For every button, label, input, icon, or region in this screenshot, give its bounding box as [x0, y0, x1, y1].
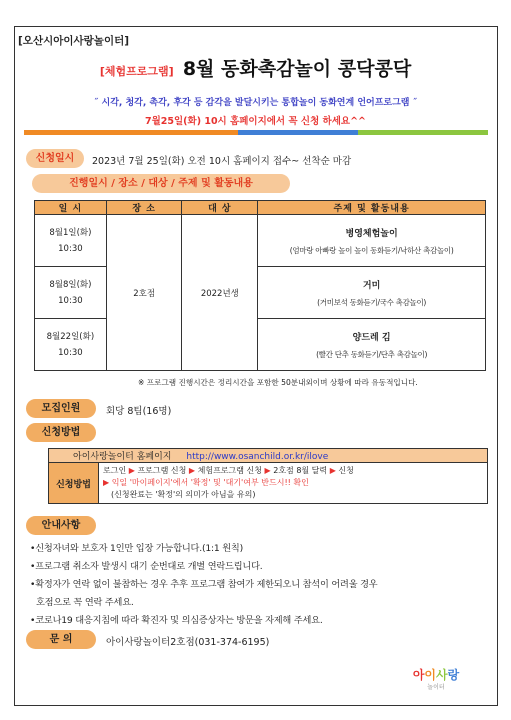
inquiry-label: 문 의 — [26, 630, 96, 649]
method-header-row — [49, 449, 488, 463]
activity-name: 거미 — [362, 280, 381, 291]
divider-green — [358, 130, 488, 135]
step-apply: 신청 — [338, 466, 354, 475]
method-site — [49, 449, 488, 463]
list-item: •신청자녀와 보호자 1인만 입장 가능합니다.(1:1 원칙) — [30, 543, 243, 554]
activity-name: 양드레 김 — [352, 332, 391, 343]
time-text: 10:30 — [58, 243, 83, 254]
steps-line — [103, 465, 483, 477]
method-label: 신청방법 — [26, 423, 96, 442]
list-item: •확정자가 연락 없이 불참하는 경우 추후 프로그램 참여가 제한되오니 참석이 어려울 경우 — [30, 579, 378, 590]
time-text: 10:30 — [58, 347, 83, 358]
site-label: 아이사랑놀이터 홈페이지 — [73, 452, 172, 462]
apply-label: 신청일시 — [26, 149, 84, 168]
activity-name: 병영체험놀이 — [345, 228, 398, 239]
header-date: 일 시 — [35, 201, 107, 215]
activity-cell — [258, 267, 486, 319]
header-activity: 주제 및 활동내용 — [258, 201, 486, 215]
list-item: 호점으로 꼭 연락 주세요. — [36, 597, 134, 608]
date-text: 8월1일(화) — [49, 227, 92, 238]
method-body-row — [49, 463, 488, 504]
list-item: •코로나19 대응지침에 따라 확진자 및 의심증상자는 방문을 자제해 주세요. — [30, 615, 323, 626]
apply-notice: 7월25일(화) 10시 홈페이지에서 꼭 신청 하세요^^ — [144, 116, 367, 127]
page-title: 8월 동화촉감놀이 콩닥콩닥 — [182, 58, 412, 80]
site-url-link[interactable]: http://www.osanchild.or.kr/ilove — [186, 452, 329, 462]
logo-sub: 놀이터 — [427, 684, 445, 691]
brand-logo — [398, 668, 474, 698]
date-cell — [35, 267, 107, 319]
confirm-line — [103, 477, 483, 489]
step-calendar: 2호점 8월 달력 — [273, 466, 328, 475]
recruit-value: 회당 8팀(16명) — [106, 406, 172, 417]
method-table — [48, 448, 488, 504]
header-place: 장 소 — [106, 201, 182, 215]
date-cell — [35, 319, 107, 371]
arrow-icon: ▶ — [188, 466, 198, 475]
arrow-icon: ▶ — [103, 478, 112, 487]
confirm-note: (신청완료는 '확정'의 의미가 아님을 유의) — [111, 490, 256, 499]
list-item: •프로그램 취소자 발생시 대기 순번대로 개별 연락드립니다. — [30, 561, 263, 572]
step-experience: 체험프로그램 신청 — [197, 466, 262, 475]
date-cell — [35, 215, 107, 267]
guide-list — [30, 540, 377, 630]
title-row — [0, 54, 511, 81]
table-row — [35, 267, 486, 319]
divider-blue — [238, 130, 358, 135]
apply-date: 2023년 7월 25일(화) 오전 10시 홈페이지 접수~ 선착순 마감 — [92, 156, 352, 167]
recruit-label: 모집인원 — [26, 399, 96, 418]
divider-orange — [24, 130, 238, 135]
method-row-label: 신청방법 — [49, 463, 99, 504]
program-tag: [체험프로그램] — [99, 65, 174, 78]
place-cell: 2호점 — [106, 215, 182, 371]
time-text: 10:30 — [58, 295, 83, 306]
table-row — [35, 319, 486, 371]
schedule-header-row — [35, 201, 486, 215]
date-text: 8월8일(화) — [49, 279, 92, 290]
guide-label: 안내사항 — [26, 516, 96, 535]
target-cell: 2022년생 — [182, 215, 258, 371]
schedule-label: 진행일시 / 장소 / 대상 / 주제 및 활동내용 — [32, 174, 290, 193]
activity-desc: (빨간 단추 동화듣기/단추 촉감놀이) — [316, 349, 428, 359]
activity-cell — [258, 319, 486, 371]
activity-desc: (거미보석 동화듣기/국수 촉감놀이) — [317, 297, 427, 307]
arrow-icon: ▶ — [128, 466, 138, 475]
subtitle: ˝ 시각, 청각, 촉각, 후각 등 감각을 발달시키는 통합놀이 동화연계 언어프로그램 ˝ — [93, 98, 418, 108]
date-text: 8월22일(화) — [46, 331, 95, 342]
schedule-footnote: ※ 프로그램 진행시간은 정리시간을 포함한 50분내외이며 상황에 따라 유동적입니다. — [138, 378, 418, 387]
step-login: 로그인 — [103, 466, 127, 475]
org-name: [오산시아이사랑놀이터] — [18, 35, 130, 47]
arrow-icon: ▶ — [264, 466, 274, 475]
method-steps — [99, 463, 488, 504]
schedule-table — [34, 200, 486, 371]
step-program: 프로그램 신청 — [137, 466, 187, 475]
activity-cell — [258, 215, 486, 267]
program-tag-text: 체험프로그램 — [104, 65, 169, 78]
logo-text: 아이사랑 — [412, 668, 460, 682]
table-row — [35, 215, 486, 267]
inquiry-value: 아이사랑놀이터2호점(031-374-6195) — [106, 637, 270, 648]
arrow-icon: ▶ — [329, 466, 339, 475]
confirm-text: 익일 '마이페이지'에서 '확정' 및 '대기'여부 반드시!! 확인 — [111, 478, 309, 487]
header-target: 대 상 — [182, 201, 258, 215]
activity-desc: (엄마랑 아빠랑 높이 높이 동화듣기/낙하산 촉감놀이) — [289, 245, 454, 255]
